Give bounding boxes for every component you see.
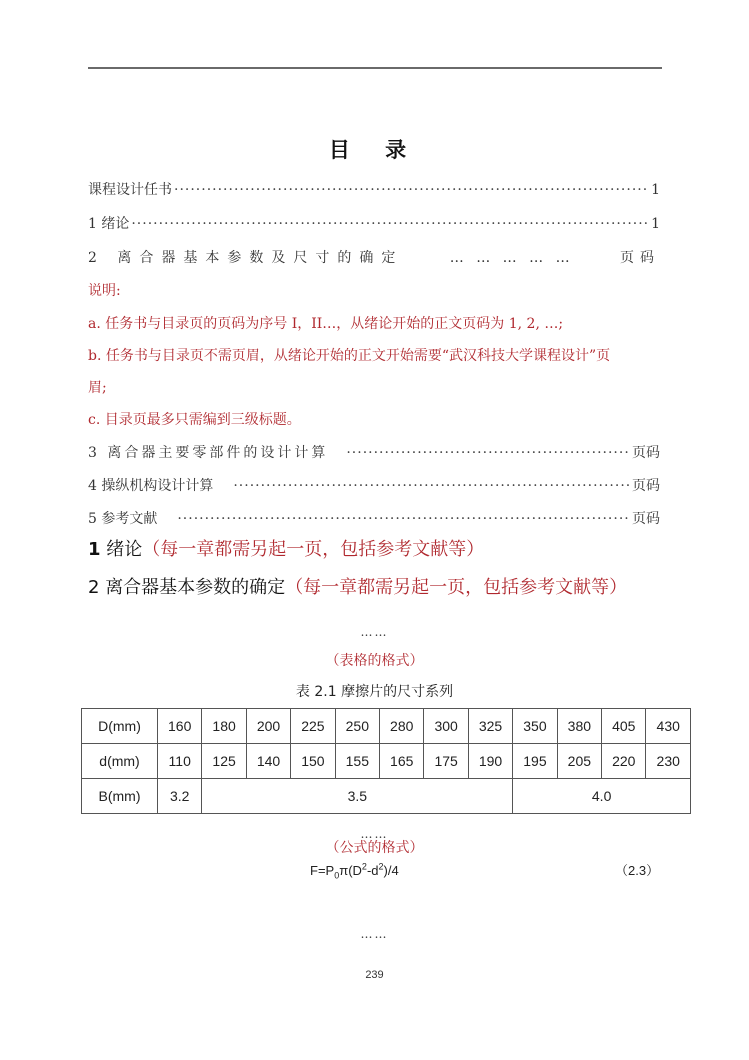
note-item: b. 任务书与目录页不需页眉，从绪论开始的正文开始需要“武汉科技大学课程设计”页 — [88, 348, 611, 364]
page-number: 239 — [365, 969, 384, 981]
table-cell: 325 — [468, 709, 512, 744]
ellipsis: …… — [360, 927, 389, 941]
toc-leader-dots — [174, 180, 649, 200]
formula-part: -d — [366, 863, 379, 878]
formula-format-label: （公式的格式） — [325, 840, 424, 856]
table-cell: 230 — [646, 744, 691, 779]
row-header: D(mm) — [82, 709, 158, 744]
table-cell: 3.2 — [158, 779, 202, 814]
header-rule — [88, 67, 662, 69]
toc-entry-page: 页码 — [632, 478, 660, 494]
toc-entry-page: 1 — [651, 182, 660, 198]
table-cell: 250 — [335, 709, 379, 744]
toc-leader-ellipsis: … … … … … — [449, 250, 574, 266]
table-cell: 430 — [646, 709, 691, 744]
formula-part: 2 — [361, 861, 367, 872]
table-row — [82, 709, 691, 744]
toc-leader-dots — [233, 476, 630, 496]
table-cell: 220 — [602, 744, 646, 779]
formula-part: 0 — [334, 870, 340, 881]
toc-entry-label: 1 绪论 — [88, 216, 130, 232]
table-cell: 155 — [335, 744, 379, 779]
note-item: a. 任务书与目录页的页码为序号 I，II…，从绪论开始的正文页码为 1, 2, …; — [88, 316, 564, 332]
toc-entry-label: 课程设计任书 — [88, 182, 172, 198]
toc-entry[interactable] — [88, 214, 660, 234]
table-format-label: （表格的格式） — [325, 653, 424, 669]
row-header: B(mm) — [82, 779, 158, 814]
table-cell: 405 — [602, 709, 646, 744]
toc-entry[interactable] — [88, 180, 660, 200]
row-header: d(mm) — [82, 744, 158, 779]
chapter-number: 1 — [88, 539, 101, 560]
toc-entry[interactable] — [88, 443, 660, 463]
table-cell: 140 — [246, 744, 290, 779]
table-cell: 190 — [468, 744, 512, 779]
toc-entry[interactable] — [88, 509, 660, 529]
toc-entry-label: 5 参考文献 — [88, 511, 158, 527]
toc-leader-dots — [131, 214, 649, 234]
toc-entry-label: 4 操纵机构设计计算 — [88, 478, 214, 494]
formula-part: π(D — [339, 863, 362, 878]
table-cell: 175 — [424, 744, 468, 779]
toc-entry-page: 页码 — [632, 445, 660, 461]
ellipsis: …… — [360, 827, 389, 841]
formula-part: F=P — [310, 863, 335, 878]
table-cell: 150 — [291, 744, 335, 779]
chapter-note: （每一章都需另起一页，包括参考文献等） — [285, 577, 628, 598]
table-cell: 380 — [557, 709, 601, 744]
table-row — [82, 779, 691, 814]
toc-entry-label: 2 离合器基本参数及尺寸的确定 — [88, 250, 404, 266]
chapter-heading — [88, 575, 627, 601]
toc-entry-page: 页码 — [619, 250, 660, 266]
chapter-title: 绪论 — [106, 539, 143, 560]
notes-heading: 说明: — [88, 283, 121, 299]
note-item: 眉; — [88, 380, 107, 396]
table-cell: 180 — [202, 709, 246, 744]
table-cell: 160 — [158, 709, 202, 744]
note-item: c. 目录页最多只需编到三级标题。 — [88, 412, 301, 428]
table-cell: 205 — [557, 744, 601, 779]
table-cell: 165 — [380, 744, 424, 779]
table-cell: 195 — [513, 744, 557, 779]
toc-title: 目 录 — [328, 138, 421, 162]
chapter-note: （每一章都需另起一页，包括参考文献等） — [142, 539, 485, 560]
table-cell: 300 — [424, 709, 468, 744]
toc-entry[interactable] — [88, 476, 660, 496]
chapter-heading — [88, 537, 484, 563]
equation-number: （2.3） — [615, 863, 660, 878]
table-cell: 350 — [513, 709, 557, 744]
table-cell: 200 — [246, 709, 290, 744]
table-cell: 225 — [291, 709, 335, 744]
toc-entry-page: 1 — [651, 216, 660, 232]
table-cell: 110 — [158, 744, 202, 779]
chapter-title: 离合器基本参数的确定 — [105, 577, 286, 598]
table-row — [82, 744, 691, 779]
toc-entry-page: 页码 — [632, 511, 660, 527]
table-cell: 280 — [380, 709, 424, 744]
toc-entry[interactable] — [88, 248, 660, 268]
table-cell: 4.0 — [513, 779, 691, 814]
formula — [310, 861, 399, 881]
toc-entry-label: 3 离合器主要零部件的设计计算 — [88, 445, 329, 461]
chapter-number: 2 — [88, 577, 100, 598]
toc-leader-dots — [177, 509, 630, 529]
ellipsis: …… — [360, 625, 389, 639]
friction-plate-table — [81, 708, 691, 814]
formula-part: 2 — [378, 861, 384, 872]
table-cell: 3.5 — [202, 779, 513, 814]
toc-leader-dots — [346, 443, 630, 463]
table-cell: 125 — [202, 744, 246, 779]
table-caption: 表 2.1 摩擦片的尺寸系列 — [295, 684, 454, 700]
formula-part: )/4 — [383, 863, 399, 878]
